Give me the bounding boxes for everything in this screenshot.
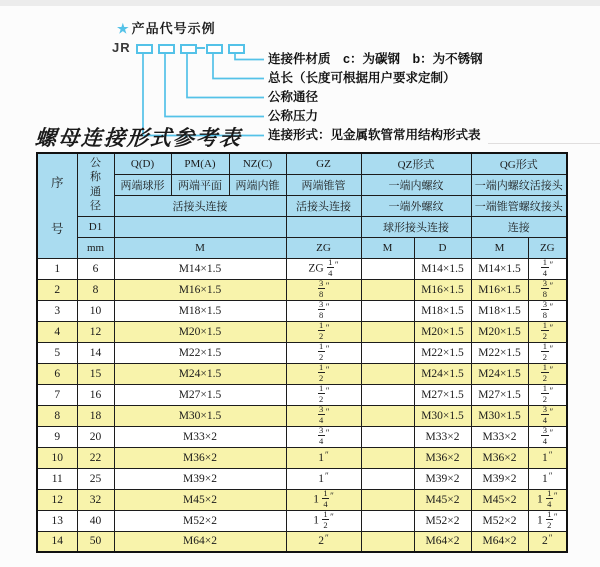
cell-seq: 14 (37, 531, 77, 552)
cell-m-thread: M14×1.5 (114, 258, 286, 279)
code-box-3 (180, 44, 197, 54)
cell-m-thread: M52×2 (114, 510, 286, 531)
table-row (37, 447, 567, 468)
header-col-qz: QZ形式 (361, 153, 471, 174)
cell-gz: $\frac{1}{2}$ ″ (286, 384, 361, 405)
header-gz-connection: 活接头连接 (286, 195, 361, 216)
header-col-pm: PM(A) (171, 153, 229, 174)
cell-seq: 10 (37, 447, 77, 468)
header-qz-desc1: 一端内螺纹 (361, 174, 471, 195)
cell-qg-m: M45×2 (471, 489, 528, 510)
cell-mm: 32 (77, 489, 114, 510)
cell-gz: $\frac{3}{8}$ ″ (286, 300, 361, 321)
cell-qz-m (361, 321, 414, 342)
cell-qz-m (361, 405, 414, 426)
diagram-title-text: 产品代号示例 (131, 21, 216, 36)
cell-seq: 11 (37, 468, 77, 489)
cell-seq: 13 (37, 510, 77, 531)
table-row (37, 363, 567, 384)
header-qg-desc2: 一端锥管螺纹接头 (471, 195, 567, 216)
cell-qz-m (361, 300, 414, 321)
cell-qz-m (361, 279, 414, 300)
cell-qg-m: M36×2 (471, 447, 528, 468)
header-gz-desc: 两端锥管 (286, 174, 361, 195)
header-pm-desc: 两端平面 (171, 174, 229, 195)
cell-seq: 8 (37, 405, 77, 426)
cell-mm: 20 (77, 426, 114, 447)
header-col-qg: QG形式 (471, 153, 567, 174)
cell-m-thread: M36×2 (114, 447, 286, 468)
cell-mm: 40 (77, 510, 114, 531)
cell-seq: 9 (37, 426, 77, 447)
cell-qg-zg: $\frac{1}{2}$ ″ (528, 321, 567, 342)
cell-mm: 16 (77, 384, 114, 405)
product-code-prefix: JR (112, 40, 131, 55)
cell-qg-m: M52×2 (471, 510, 528, 531)
cell-qg-m: M27×1.5 (471, 384, 528, 405)
table-body (37, 258, 567, 552)
cell-gz: $\frac{1}{2}$ ″ (286, 363, 361, 384)
cell-qg-zg: $\frac{3}{4}$ ″ (528, 405, 567, 426)
cell-qz-d: M16×1.5 (414, 279, 471, 300)
header-nominal-diameter: 公称通径 (77, 153, 114, 216)
cell-seq: 7 (37, 384, 77, 405)
cell-m-thread: M64×2 (114, 531, 286, 552)
cell-seq: 4 (37, 321, 77, 342)
cell-m-thread: M39×2 (114, 468, 286, 489)
code-box-5 (228, 44, 245, 54)
cell-qg-zg: $\frac{3}{8}$ ″ (528, 300, 567, 321)
header-col-gz: GZ (286, 153, 361, 174)
cell-gz: $\frac{1}{2}$ ″ (286, 321, 361, 342)
cell-qg-m: M22×1.5 (471, 342, 528, 363)
cell-qg-m: M64×2 (471, 531, 528, 552)
table-row (37, 279, 567, 300)
cell-mm: 10 (77, 300, 114, 321)
cell-qz-m (361, 447, 414, 468)
cell-qz-d: M45×2 (414, 489, 471, 510)
cell-m-thread: M45×2 (114, 489, 286, 510)
cell-qz-d: M52×2 (414, 510, 471, 531)
header-q-desc: 两端球形 (114, 174, 171, 195)
cell-qg-zg: $\frac{1}{4}$ ″ (528, 258, 567, 279)
cell-gz: $\frac{3}{4}$ ″ (286, 426, 361, 447)
cell-mm: 14 (77, 342, 114, 363)
page-title: 螺母连接形式参考表 (34, 126, 243, 150)
cell-qz-m (361, 531, 414, 552)
star-icon: ★ (117, 21, 130, 36)
header-qz-m: M (361, 237, 414, 258)
cell-qz-m (361, 342, 414, 363)
nut-connection-reference-table (36, 152, 568, 553)
table-row (37, 468, 567, 489)
header-qz-desc2: 一端外螺纹 (361, 195, 471, 216)
diagram-title (117, 18, 216, 37)
cell-qg-zg: $\frac{3}{8}$ ″ (528, 279, 567, 300)
table-row (37, 510, 567, 531)
cell-qg-zg: $\frac{3}{4}$ ″ (528, 426, 567, 447)
cell-qz-d: M14×1.5 (414, 258, 471, 279)
cell-mm: 25 (77, 468, 114, 489)
cell-qg-m: M24×1.5 (471, 363, 528, 384)
cell-qg-zg: 1″ (528, 447, 567, 468)
table-row (37, 531, 567, 552)
cell-qz-d: M33×2 (414, 426, 471, 447)
header-qz-connection: 球形接头连接 (361, 216, 471, 237)
cell-qg-m: M39×2 (471, 468, 528, 489)
cell-m-thread: M20×1.5 (114, 321, 286, 342)
label-connector-material: 连接件材质 c：为碳钢 b：为不锈钢 (268, 52, 483, 66)
cell-qz-m (361, 510, 414, 531)
cell-qz-d: M24×1.5 (414, 363, 471, 384)
cell-mm: 12 (77, 321, 114, 342)
cell-m-thread: M30×1.5 (114, 405, 286, 426)
header-empty-1 (114, 216, 286, 237)
label-nominal-pressure: 公称压力 (268, 109, 319, 123)
code-box-4 (206, 44, 223, 54)
cell-mm: 22 (77, 447, 114, 468)
header-col-q: Q(D) (114, 153, 171, 174)
cell-qg-zg: 2″ (528, 531, 567, 552)
cell-seq: 12 (37, 489, 77, 510)
header-qg-connection: 连接 (471, 216, 567, 237)
header-qg-zg: ZG (528, 237, 567, 258)
header-qg-desc1: 一端内螺纹活接头 (471, 174, 567, 195)
cell-qz-m (361, 489, 414, 510)
cell-qg-m: M33×2 (471, 426, 528, 447)
cell-gz: $\frac{3}{4}$ ″ (286, 405, 361, 426)
cell-qg-m: M16×1.5 (471, 279, 528, 300)
cell-qz-d: M27×1.5 (414, 384, 471, 405)
cell-m-thread: M16×1.5 (114, 279, 286, 300)
cell-qz-m (361, 384, 414, 405)
cell-seq: 3 (37, 300, 77, 321)
cell-qz-d: M36×2 (414, 447, 471, 468)
cell-qz-m (361, 426, 414, 447)
table-row (37, 300, 567, 321)
header-union-connection: 活接头连接 (114, 195, 286, 216)
header-empty-2 (286, 216, 361, 237)
cell-gz: 1 $\frac{1}{4}$ ″ (286, 489, 361, 510)
table-row (37, 489, 567, 510)
table-header (37, 153, 567, 258)
cell-gz: 2″ (286, 531, 361, 552)
cell-seq: 5 (37, 342, 77, 363)
cell-gz: $\frac{1}{2}$ ″ (286, 342, 361, 363)
cell-qg-zg: $\frac{1}{2}$ ″ (528, 342, 567, 363)
header-d1: D1 (77, 216, 114, 237)
table-row (37, 405, 567, 426)
table-row (37, 426, 567, 447)
cell-mm: 50 (77, 531, 114, 552)
cell-gz: 1 $\frac{1}{2}$ ″ (286, 510, 361, 531)
cell-qg-zg: 1 $\frac{1}{2}$ ″ (528, 510, 567, 531)
cell-qg-zg: 1 $\frac{1}{4}$ ″ (528, 489, 567, 510)
cell-qg-m: M14×1.5 (471, 258, 528, 279)
code-box-1 (136, 44, 153, 54)
code-box-2 (158, 44, 175, 54)
label-total-length: 总长（长度可根据用户要求定制） (268, 71, 456, 85)
cell-qg-m: M18×1.5 (471, 300, 528, 321)
cell-seq: 1 (37, 258, 77, 279)
cell-qg-zg: $\frac{1}{2}$ ″ (528, 384, 567, 405)
cell-qg-m: M20×1.5 (471, 321, 528, 342)
cell-qz-d: M39×2 (414, 468, 471, 489)
cell-qg-zg: 1″ (528, 468, 567, 489)
header-nz-desc: 两端内锥 (229, 174, 286, 195)
cell-qz-d: M30×1.5 (414, 405, 471, 426)
cell-qz-m (361, 363, 414, 384)
label-nominal-diameter: 公称通径 (268, 90, 319, 104)
cell-mm: 6 (77, 258, 114, 279)
cell-qg-zg: $\frac{1}{2}$ ″ (528, 363, 567, 384)
label-connection-type: 连接形式：见金属软管常用结构形式表 (268, 128, 481, 142)
cell-gz: 1″ (286, 468, 361, 489)
cell-gz: 1″ (286, 447, 361, 468)
cell-m-thread: M18×1.5 (114, 300, 286, 321)
cell-qz-d: M20×1.5 (414, 321, 471, 342)
header-m: M (114, 237, 286, 258)
header-col-nz: NZ(C) (229, 153, 286, 174)
cell-m-thread: M33×2 (114, 426, 286, 447)
cell-gz: ZG $\frac{1}{4}$ ″ (286, 258, 361, 279)
cell-qz-m (361, 258, 414, 279)
cell-qz-d: M18×1.5 (414, 300, 471, 321)
cell-qz-d: M22×1.5 (414, 342, 471, 363)
table-row (37, 342, 567, 363)
header-mm: mm (77, 237, 114, 258)
cell-m-thread: M22×1.5 (114, 342, 286, 363)
header-qz-d: D (414, 237, 471, 258)
code-dash (196, 47, 205, 49)
cell-qg-m: M30×1.5 (471, 405, 528, 426)
cell-seq: 6 (37, 363, 77, 384)
cell-mm: 8 (77, 279, 114, 300)
cell-qz-d: M64×2 (414, 531, 471, 552)
cell-m-thread: M24×1.5 (114, 363, 286, 384)
table-row (37, 258, 567, 279)
cell-m-thread: M27×1.5 (114, 384, 286, 405)
cell-mm: 15 (77, 363, 114, 384)
cell-seq: 2 (37, 279, 77, 300)
header-seq: 序号 (37, 153, 77, 258)
cell-gz: $\frac{3}{8}$ ″ (286, 279, 361, 300)
header-qg-m: M (471, 237, 528, 258)
table-row (37, 384, 567, 405)
cell-qz-m (361, 468, 414, 489)
cell-mm: 18 (77, 405, 114, 426)
header-zg: ZG (286, 237, 361, 258)
table-row (37, 321, 567, 342)
